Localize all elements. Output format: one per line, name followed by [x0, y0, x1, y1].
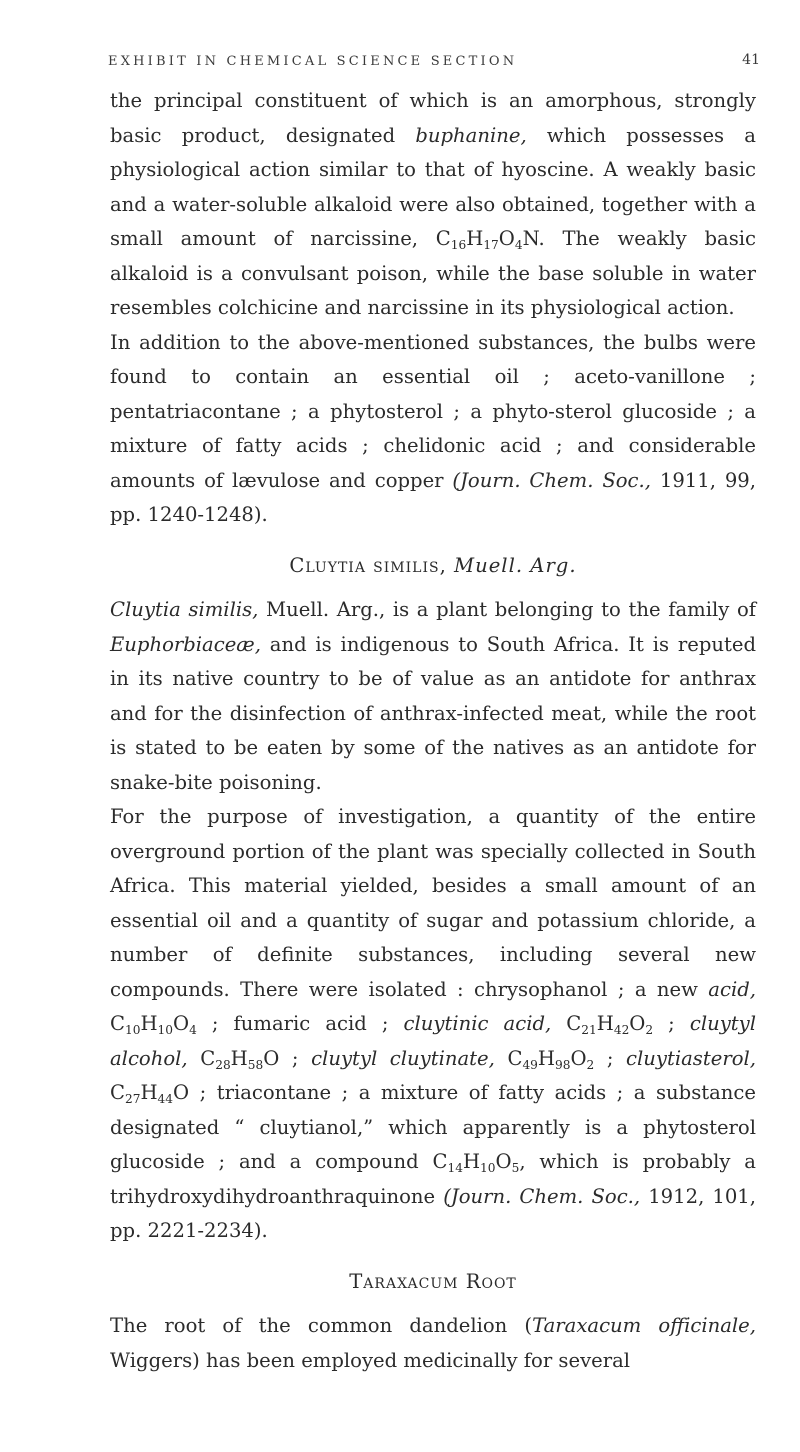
journal-reference: (Journ. Chem. Soc.,	[452, 468, 651, 492]
body-text	[110, 84, 756, 1378]
section-heading-cluytia: Cluytia similis, Muell. Arg.	[289, 553, 577, 577]
journal-reference: (Journ. Chem. Soc.,	[443, 1184, 641, 1208]
paragraph-cluytia-investigation: For the purpose of investigation, a quantity of the entire overground portion of the plant was specially collected in South Africa. This material yielded, besides a small amount of an essential oil and a quantity of sugar and potassium chloride, a number of definite substances, including several new compounds. There were isolated : chrysophanol ; a new acid, $C_{10}H_{10}O_4$ ; fumaric acid ; cluytinic acid, $C_{21}H_{42}O_2$ ; cluytyl alcohol, $C_{28}H_{58}O$ ; cluytyl cluytinate, $C_{49}H_{98}O_2$ ; cluytiasterol, $C_{27}H_{44}O$ ; triacontane ; a mixture of fatty acids ; a substance designated “ cluytianol,” which apparently is a phytosterol glucoside ; and a compound $C_{14}H_{10}O_5$, which is probably a trihydroxydihydroanthraquinone (Journ. Chem. Soc., 1912, 101, pp. 2221-2234).	[110, 805, 756, 1242]
paragraph-taraxacum: The root of the common dandelion (Taraxacum officinale, Wiggers) has been employed medicinally for several	[110, 1314, 756, 1372]
paragraph-cluytia-intro: Cluytia similis, Muell. Arg., is a plant belonging to the family of Euphorbiaceæ, and is indigenous to South Africa. It is reputed in its native country to be of value as an antidote for anthrax and for the disinfection of anthrax-infected meat, while the root is stated to be eaten by some of the natives as an antidote for snake-bite poisoning.	[110, 598, 756, 794]
section-heading-taraxacum: Taraxacum Root	[349, 1269, 517, 1293]
paragraph-buphanine: the principal constituent of which is an amorphous, strongly basic product, designated buphanine, which possesses a physiological action similar to that of hyoscine. A weakly basic and a water-soluble alkaloid were also obtained, together with a small amount of narcissine, $C_{16}H_{17}O_4N$. The weakly basic alkaloid is a convulsant poison, while the base soluble in water resembles colchicine and narcissine in its physiological action.	[110, 89, 756, 319]
running-head-title: EXHIBIT IN CHEMICAL SCIENCE SECTION	[108, 54, 518, 69]
formula-narcissine: $C_{16}H_{17}O_4N$.	[435, 227, 545, 252]
page-number: 41	[742, 52, 760, 68]
running-head	[108, 48, 760, 78]
paragraph-bulb-constituents: In addition to the above-mentioned substances, the bulbs were found to contain an essential oil ; aceto-vanillone ; pentatriacontane ; a phytosterol ; a phyto-sterol glucoside ; a mixture of fatty acids ; chelidonic acid ; and considerable amounts of lævulose and copper (Journ. Chem. Soc., 1911, 99, pp. 1240-1248).	[110, 330, 756, 526]
